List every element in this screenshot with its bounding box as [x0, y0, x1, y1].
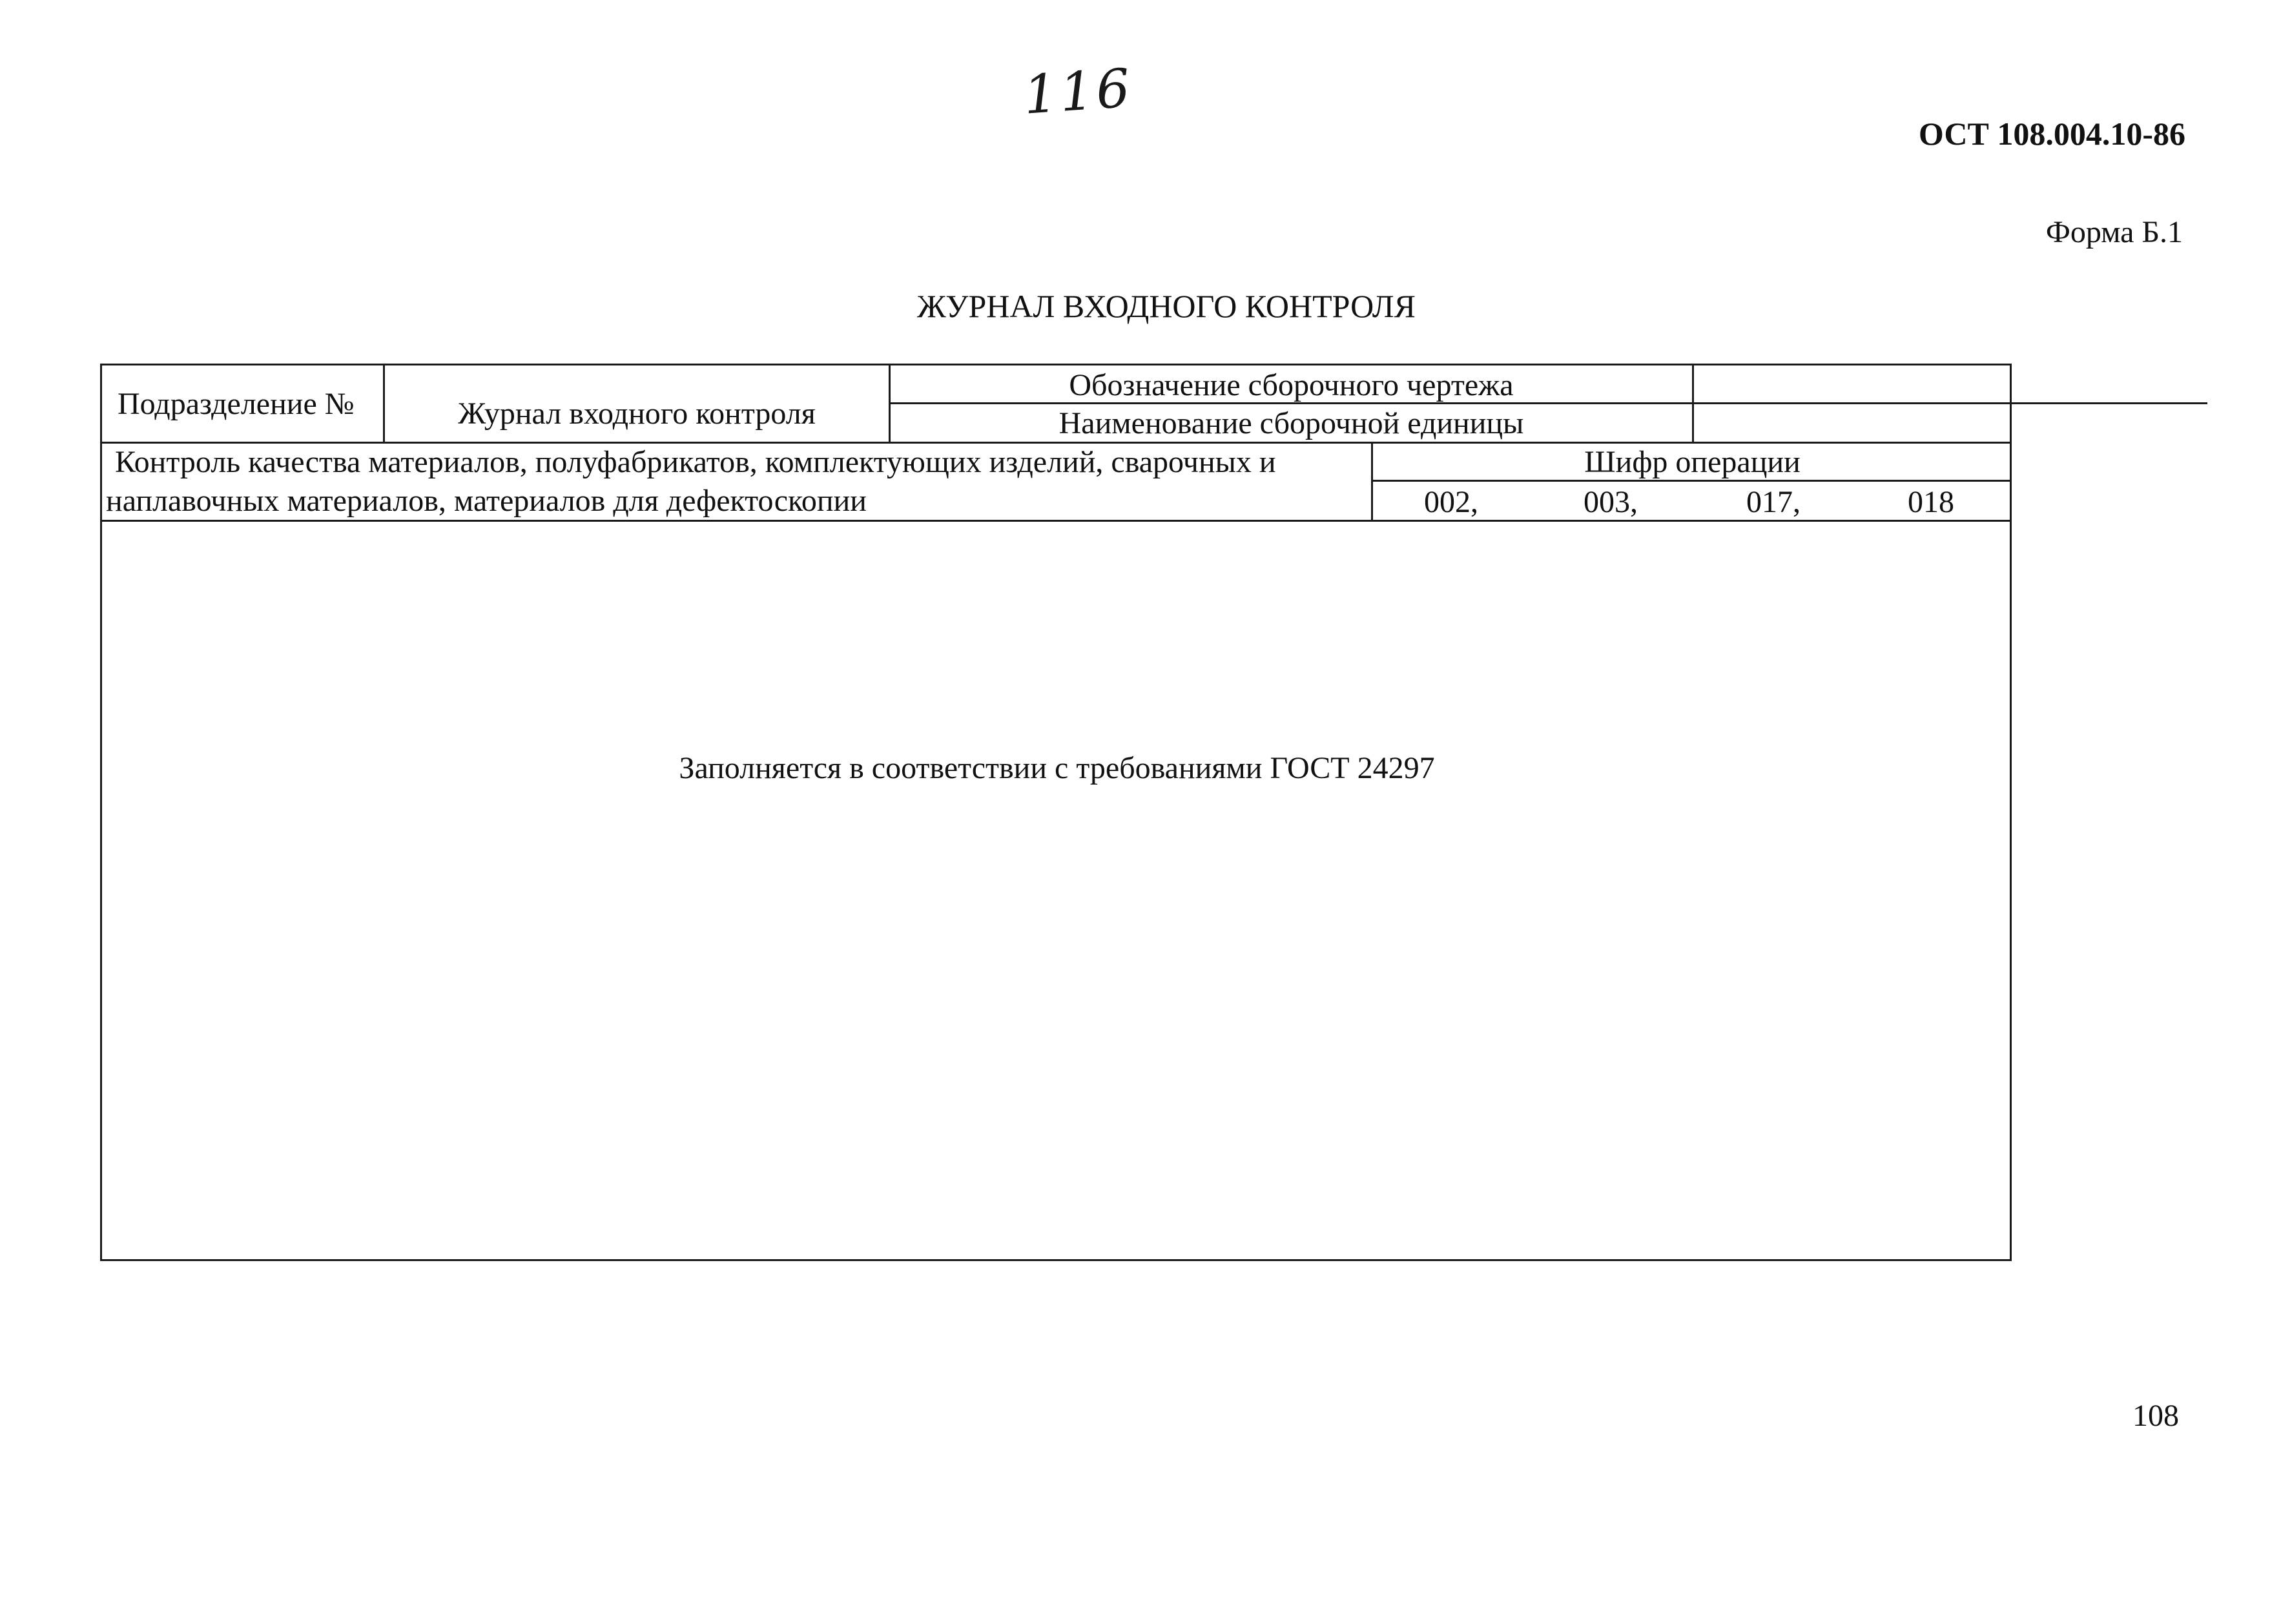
operation-code-item: 003,: [1584, 485, 1638, 519]
subdivision-label: Подразделение №: [118, 387, 355, 421]
form-label: Форма Б.1: [2045, 215, 2183, 249]
operation-code-item: 017,: [1746, 485, 1801, 519]
assembly-drawing-label: Обозначение сборочного чертежа: [1069, 368, 1514, 402]
operation-code-item: 018: [1908, 485, 1954, 519]
handwritten-page-number: 116: [1021, 57, 1135, 127]
row-divider-ops-mid: [1371, 480, 2012, 482]
quality-control-description-line2: наплавочных материалов, материалов для дефектоскопии: [106, 484, 867, 518]
journal-title: ЖУРНАЛ ВХОДНОГО КОНТРОЛЯ: [917, 288, 1416, 324]
journal-form-table: [100, 364, 2012, 1261]
assembly-unit-label: Наименование сборочной единицы: [1058, 406, 1524, 440]
row-divider-body-top: [102, 520, 2012, 522]
operation-code-item: 002,: [1424, 485, 1478, 519]
fill-requirement-note: Заполняется в соответствии с требованиями ГОСТ 24297: [679, 751, 1435, 785]
row-divider-header-mid: [889, 402, 2207, 404]
operation-code-label: Шифр операции: [1584, 445, 1801, 479]
page-number: 108: [2132, 1399, 2179, 1433]
journal-label: Журнал входного контроля: [458, 396, 816, 431]
document-code: ОСТ 108.004.10-86: [1918, 116, 2185, 152]
quality-control-description-line1: Контроль качества материалов, полуфабрикатов, комплектующих изделий, сварочных и: [115, 445, 1276, 479]
col-divider-assembly-value: [1692, 365, 1694, 442]
row-divider-header-bottom: [102, 442, 2012, 444]
